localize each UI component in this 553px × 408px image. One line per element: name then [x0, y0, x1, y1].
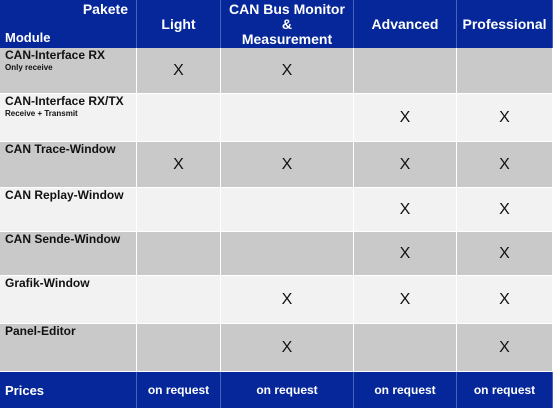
module-subtitle: Receive + Transmit [5, 109, 78, 118]
feature-cell: X [457, 142, 553, 188]
feature-cell: X [221, 48, 354, 94]
feature-cell [457, 48, 553, 94]
feature-cell [137, 276, 221, 324]
col-header-advanced: Advanced [354, 0, 457, 48]
feature-cell [137, 94, 221, 142]
corner-header [0, 0, 137, 48]
col-header-light: Light [137, 0, 221, 48]
module-name: CAN-Interface RX/TX [5, 94, 124, 108]
pakete-label: Pakete [82, 1, 128, 17]
feature-cell [221, 232, 354, 276]
feature-cell: X [457, 324, 553, 372]
price-cell: on request [457, 372, 553, 408]
module-name: CAN Replay-Window [5, 188, 124, 202]
module-name: CAN-Interface RX [5, 48, 106, 62]
feature-cell: X [221, 142, 354, 188]
price-cell: on request [221, 372, 354, 408]
feature-cell: X [221, 276, 354, 324]
price-cell: on request [354, 372, 457, 408]
module-name: CAN Trace-Window [5, 142, 116, 156]
feature-cell: X [354, 232, 457, 276]
col-header-professional: Professional [457, 0, 553, 48]
feature-cell [137, 188, 221, 232]
feature-cell [137, 232, 221, 276]
feature-cell: X [354, 276, 457, 324]
row-label [0, 142, 137, 188]
feature-cell: X [221, 324, 354, 372]
row-label [0, 232, 137, 276]
row-label [0, 94, 137, 142]
feature-cell: X [354, 142, 457, 188]
col-header-can-bus-monitor: CAN Bus Monitor & Measurement [221, 0, 354, 48]
module-name: CAN Sende-Window [5, 232, 121, 246]
feature-cell [221, 94, 354, 142]
module-name: Panel-Editor [5, 324, 76, 338]
feature-cell: X [354, 188, 457, 232]
feature-cell: X [457, 94, 553, 142]
feature-cell [354, 324, 457, 372]
row-label [0, 324, 137, 372]
feature-cell: X [137, 142, 221, 188]
row-label [0, 276, 137, 324]
feature-cell [354, 48, 457, 94]
feature-cell: X [137, 48, 221, 94]
feature-cell: X [457, 188, 553, 232]
feature-cell: X [457, 276, 553, 324]
module-name: Grafik-Window [5, 276, 90, 290]
feature-cell [137, 324, 221, 372]
row-label [0, 48, 137, 94]
feature-cell [221, 188, 354, 232]
prices-label: Prices [0, 372, 137, 408]
module-label: Module [5, 30, 51, 45]
feature-cell: X [457, 232, 553, 276]
row-label [0, 188, 137, 232]
feature-cell: X [354, 94, 457, 142]
price-cell: on request [137, 372, 221, 408]
module-subtitle: Only receive [5, 63, 53, 72]
